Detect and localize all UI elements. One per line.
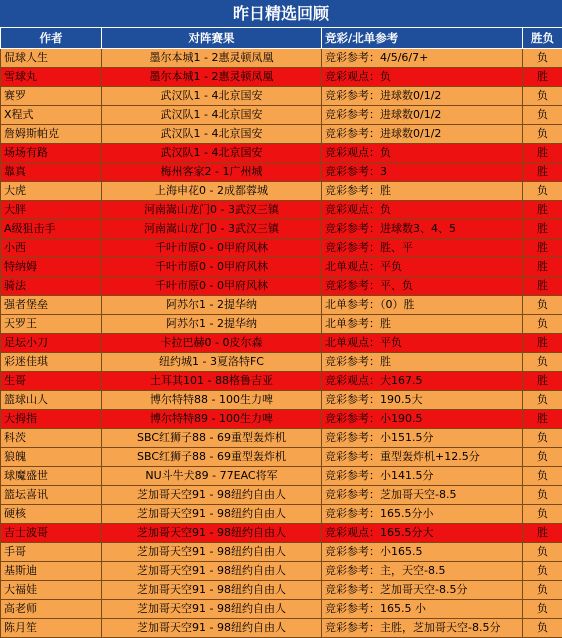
match-cell: 千叶市原0 - 0甲府风林 <box>102 239 322 258</box>
author-cell: 场场有路 <box>1 144 102 163</box>
table-row <box>1 391 562 410</box>
result-cell: 负 <box>523 296 562 315</box>
result-cell: 负 <box>523 87 562 106</box>
reference-cell: 竞彩观点：负 <box>322 201 523 220</box>
match-cell: 武汉队1 - 4北京国安 <box>102 125 322 144</box>
author-cell: 大拇指 <box>1 410 102 429</box>
match-cell: 卡拉巴赫0 - 0皮尔森 <box>102 334 322 353</box>
author-cell: 科茨 <box>1 429 102 448</box>
match-cell: SBC红狮子88 - 69重型轰炸机 <box>102 448 322 467</box>
match-cell: 梅州客家2 - 1广州城 <box>102 163 322 182</box>
result-cell: 胜 <box>523 410 562 429</box>
table-row <box>1 334 562 353</box>
results-table <box>0 27 562 638</box>
match-cell: 河南嵩山龙门0 - 3武汉三镇 <box>102 201 322 220</box>
author-cell: 球魔盛世 <box>1 467 102 486</box>
author-cell: 吉士波哥 <box>1 524 102 543</box>
result-cell: 胜 <box>523 201 562 220</box>
author-cell: 基斯迪 <box>1 562 102 581</box>
reference-cell: 竞彩参考：小165.5 <box>322 543 523 562</box>
match-cell: 阿苏尔1 - 2提华纳 <box>102 296 322 315</box>
reference-cell: 竞彩参考：胜、平 <box>322 239 523 258</box>
reference-cell: 竞彩观点：负 <box>322 68 523 87</box>
reference-cell: 竞彩参考：小190.5 <box>322 410 523 429</box>
author-cell: 篮坛喜讯 <box>1 486 102 505</box>
header-match: 对阵赛果 <box>102 28 322 49</box>
result-cell: 胜 <box>523 258 562 277</box>
table-row <box>1 49 562 68</box>
table-row <box>1 353 562 372</box>
table-row <box>1 125 562 144</box>
table-row <box>1 543 562 562</box>
result-cell: 负 <box>523 543 562 562</box>
author-cell: 天罗王 <box>1 315 102 334</box>
author-cell: 生哥 <box>1 372 102 391</box>
header-reference: 竞彩/北单参考 <box>322 28 523 49</box>
reference-cell: 北单参考：胜 <box>322 315 523 334</box>
result-cell: 负 <box>523 429 562 448</box>
result-cell: 胜 <box>523 163 562 182</box>
table-row <box>1 524 562 543</box>
result-cell: 胜 <box>523 68 562 87</box>
table-row <box>1 239 562 258</box>
result-cell: 负 <box>523 581 562 600</box>
table-header-row <box>1 28 562 49</box>
reference-cell: 竞彩参考：3 <box>322 163 523 182</box>
reference-cell: 竞彩参考：小141.5分 <box>322 467 523 486</box>
header-result: 胜负 <box>523 28 562 49</box>
result-cell: 胜 <box>523 524 562 543</box>
result-cell: 胜 <box>523 144 562 163</box>
table-row <box>1 429 562 448</box>
result-cell: 负 <box>523 448 562 467</box>
match-cell: 博尔特特89 - 100生力啤 <box>102 410 322 429</box>
match-cell: 芝加哥天空91 - 98纽约自由人 <box>102 619 322 638</box>
table-row <box>1 315 562 334</box>
author-cell: 高老师 <box>1 600 102 619</box>
author-cell: 赛罗 <box>1 87 102 106</box>
author-cell: 手哥 <box>1 543 102 562</box>
reference-cell: 竞彩观点：大167.5 <box>322 372 523 391</box>
author-cell: A级狙击手 <box>1 220 102 239</box>
reference-cell: 竞彩参考：芝加哥天空-8.5分 <box>322 581 523 600</box>
reference-cell: 竞彩参考：190.5大 <box>322 391 523 410</box>
author-cell: 雪球丸 <box>1 68 102 87</box>
match-cell: 芝加哥天空91 - 98纽约自由人 <box>102 543 322 562</box>
table-row <box>1 201 562 220</box>
result-cell: 负 <box>523 467 562 486</box>
table-row <box>1 448 562 467</box>
match-cell: 芝加哥天空91 - 98纽约自由人 <box>102 581 322 600</box>
table-row <box>1 163 562 182</box>
table-row <box>1 144 562 163</box>
result-cell: 负 <box>523 562 562 581</box>
reference-cell: 竞彩参考：胜 <box>322 353 523 372</box>
match-cell: 武汉队1 - 4北京国安 <box>102 87 322 106</box>
header-author: 作者 <box>1 28 102 49</box>
match-cell: 武汉队1 - 4北京国安 <box>102 144 322 163</box>
author-cell: 侃球人生 <box>1 49 102 68</box>
table-row <box>1 600 562 619</box>
table-row <box>1 467 562 486</box>
author-cell: 足坛小刀 <box>1 334 102 353</box>
author-cell: 狼魄 <box>1 448 102 467</box>
author-cell: 大胖 <box>1 201 102 220</box>
reference-cell: 竞彩参考：主，天空-8.5 <box>322 562 523 581</box>
match-cell: 纽约城1 - 3夏洛特FC <box>102 353 322 372</box>
reference-cell: 竞彩参考：主胜，芝加哥天空-8.5分 <box>322 619 523 638</box>
reference-cell: 竞彩参考：进球数0/1/2 <box>322 106 523 125</box>
reference-cell: 竞彩参考：小151.5分 <box>322 429 523 448</box>
result-cell: 负 <box>523 49 562 68</box>
match-cell: 阿苏尔1 - 2提华纳 <box>102 315 322 334</box>
match-cell: 芝加哥天空91 - 98纽约自由人 <box>102 562 322 581</box>
match-cell: 博尔特特88 - 100生力啤 <box>102 391 322 410</box>
match-cell: 墨尔本城1 - 2惠灵顿凤凰 <box>102 49 322 68</box>
reference-cell: 竞彩参考：165.5分小 <box>322 505 523 524</box>
author-cell: 特纳姆 <box>1 258 102 277</box>
table-row <box>1 619 562 638</box>
author-cell: 强者堡垒 <box>1 296 102 315</box>
author-cell: 陈月笙 <box>1 619 102 638</box>
table-row <box>1 296 562 315</box>
reference-cell: 竞彩参考：进球数3、4、5 <box>322 220 523 239</box>
reference-cell: 竞彩参考：芝加哥天空-8.5 <box>322 486 523 505</box>
result-cell: 胜 <box>523 334 562 353</box>
author-cell: 彩迷佳琪 <box>1 353 102 372</box>
table-row <box>1 68 562 87</box>
reference-cell: 竞彩参考：胜 <box>322 182 523 201</box>
match-cell: 墨尔本城1 - 2惠灵顿凤凰 <box>102 68 322 87</box>
match-cell: SBC红狮子88 - 69重型轰炸机 <box>102 429 322 448</box>
match-cell: 武汉队1 - 4北京国安 <box>102 106 322 125</box>
table-row <box>1 220 562 239</box>
table-row <box>1 581 562 600</box>
result-cell: 负 <box>523 505 562 524</box>
match-cell: NU斗牛犬89 - 77EAC将军 <box>102 467 322 486</box>
table-row <box>1 410 562 429</box>
match-cell: 上海申花0 - 2成都蓉城 <box>102 182 322 201</box>
match-cell: 河南嵩山龙门0 - 3武汉三镇 <box>102 220 322 239</box>
match-cell: 芝加哥天空91 - 98纽约自由人 <box>102 505 322 524</box>
reference-cell: 竞彩参考：4/5/6/7+ <box>322 49 523 68</box>
result-cell: 负 <box>523 353 562 372</box>
result-cell: 负 <box>523 125 562 144</box>
table-body <box>1 49 562 638</box>
table-row <box>1 106 562 125</box>
result-cell: 负 <box>523 600 562 619</box>
author-cell: 小西 <box>1 239 102 258</box>
reference-cell: 北单观点：平负 <box>322 258 523 277</box>
result-cell: 胜 <box>523 239 562 258</box>
reference-cell: 北单观点：平负 <box>322 334 523 353</box>
match-cell: 芝加哥天空91 - 98纽约自由人 <box>102 524 322 543</box>
author-cell: 大福娃 <box>1 581 102 600</box>
reference-cell: 北单参考：（0）胜 <box>322 296 523 315</box>
author-cell: 骑法 <box>1 277 102 296</box>
author-cell: 篮球山人 <box>1 391 102 410</box>
result-cell: 胜 <box>523 220 562 239</box>
author-cell: 靠真 <box>1 163 102 182</box>
result-cell: 负 <box>523 619 562 638</box>
reference-cell: 竞彩参考：重型轰炸机+12.5分 <box>322 448 523 467</box>
reference-cell: 竞彩参考：进球数0/1/2 <box>322 125 523 144</box>
reference-cell: 竞彩观点：负 <box>322 144 523 163</box>
result-cell: 胜 <box>523 372 562 391</box>
table-row <box>1 182 562 201</box>
match-cell: 芝加哥天空91 - 98纽约自由人 <box>102 486 322 505</box>
match-cell: 千叶市原0 - 0甲府风林 <box>102 258 322 277</box>
table-row <box>1 372 562 391</box>
author-cell: 詹姆斯帕克 <box>1 125 102 144</box>
match-cell: 芝加哥天空91 - 98纽约自由人 <box>102 600 322 619</box>
table-row <box>1 258 562 277</box>
table-row <box>1 277 562 296</box>
panel-title: 昨日精选回顾 <box>0 0 562 27</box>
author-cell: 大虎 <box>1 182 102 201</box>
table-row <box>1 87 562 106</box>
result-cell: 胜 <box>523 277 562 296</box>
reference-cell: 竞彩观点：165.5分大 <box>322 524 523 543</box>
table-row <box>1 562 562 581</box>
author-cell: X程式 <box>1 106 102 125</box>
author-cell: 硬核 <box>1 505 102 524</box>
reference-cell: 竞彩参考：165.5 小 <box>322 600 523 619</box>
match-cell: 土耳其101 - 88格鲁吉亚 <box>102 372 322 391</box>
result-cell: 负 <box>523 182 562 201</box>
match-cell: 千叶市原0 - 0甲府风林 <box>102 277 322 296</box>
reference-cell: 竞彩参考：进球数0/1/2 <box>322 87 523 106</box>
reference-cell: 竞彩参考：平、负 <box>322 277 523 296</box>
table-row <box>1 486 562 505</box>
table-row <box>1 505 562 524</box>
result-cell: 负 <box>523 106 562 125</box>
result-cell: 负 <box>523 391 562 410</box>
result-cell: 负 <box>523 486 562 505</box>
result-cell: 负 <box>523 315 562 334</box>
